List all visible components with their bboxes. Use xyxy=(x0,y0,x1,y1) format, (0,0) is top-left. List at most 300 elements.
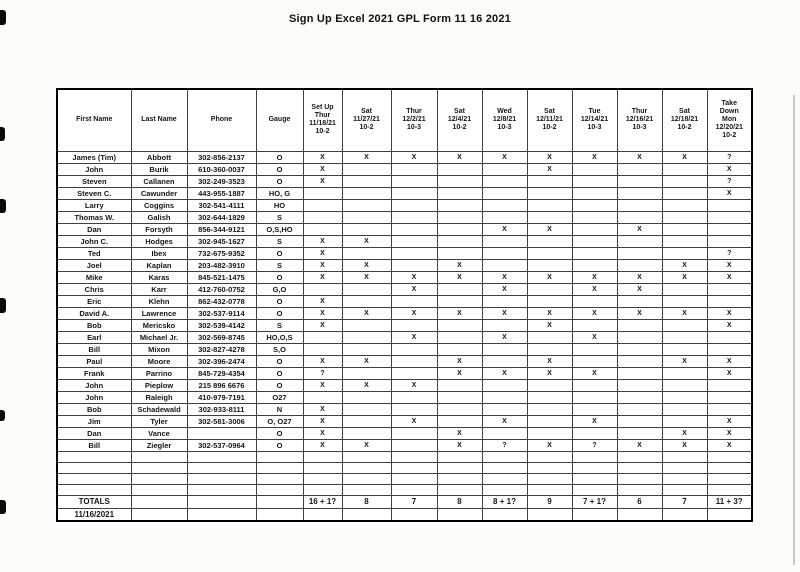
empty-row xyxy=(57,473,752,484)
mark-cell xyxy=(342,367,391,379)
total-cell: 11 + 3? xyxy=(707,495,752,508)
mark-cell xyxy=(482,247,527,259)
table-row xyxy=(57,199,752,211)
phone-cell: 302-569-8745 xyxy=(187,331,256,343)
mark-cell xyxy=(342,175,391,187)
mark-cell: X xyxy=(391,271,437,283)
table-row xyxy=(57,283,752,295)
mark-cell: X xyxy=(707,163,752,175)
mark-cell: X xyxy=(303,151,342,163)
empty-cell xyxy=(437,462,482,473)
header-line: 12/11/21 xyxy=(536,116,563,124)
scan-artifact xyxy=(0,500,6,514)
total-cell: 8 xyxy=(437,495,482,508)
phone-cell: 302-249-3523 xyxy=(187,175,256,187)
empty-cell xyxy=(662,462,707,473)
table-row xyxy=(57,307,752,319)
mark-cell: X xyxy=(303,295,342,307)
last-cell: Raleigh xyxy=(131,391,187,403)
mark-cell: X xyxy=(617,283,662,295)
mark-cell: X xyxy=(303,415,342,427)
gauge-cell: HO xyxy=(256,199,303,211)
mark-cell xyxy=(572,163,617,175)
header-line: 12/20/21 xyxy=(715,124,743,132)
phone-cell: 443-955-1887 xyxy=(187,187,256,199)
header-line: Take xyxy=(721,100,737,108)
mark-cell: X xyxy=(617,439,662,451)
mark-cell xyxy=(482,355,527,367)
col-header-date-9 xyxy=(707,89,752,151)
mark-cell: X xyxy=(662,307,707,319)
mark-cell: X xyxy=(342,259,391,271)
empty-cell xyxy=(482,484,527,495)
last-cell: Kaplan xyxy=(131,259,187,271)
mark-cell: ? xyxy=(707,151,752,163)
header-line: 12/16/21 xyxy=(625,116,654,124)
first-cell: Larry xyxy=(57,199,131,211)
mark-cell xyxy=(437,343,482,355)
col-header-gauge: Gauge xyxy=(256,89,303,151)
empty-cell xyxy=(187,495,256,508)
mark-cell xyxy=(437,295,482,307)
mark-cell xyxy=(707,391,752,403)
col-header-last-name: Last Name xyxy=(131,89,187,151)
phone-cell: 302-537-9114 xyxy=(187,307,256,319)
mark-cell: X xyxy=(303,307,342,319)
mark-cell xyxy=(527,199,572,211)
mark-cell: X xyxy=(572,151,617,163)
mark-cell: ? xyxy=(572,439,617,451)
scan-artifact xyxy=(0,298,6,313)
mark-cell: X xyxy=(437,259,482,271)
mark-cell xyxy=(342,199,391,211)
mark-cell xyxy=(437,391,482,403)
empty-cell xyxy=(662,451,707,462)
empty-cell xyxy=(437,508,482,521)
empty-cell xyxy=(662,484,707,495)
mark-cell xyxy=(482,187,527,199)
mark-cell: X xyxy=(572,367,617,379)
col-header-date-0 xyxy=(303,89,342,151)
page-title: Sign Up Excel 2021 GPL Form 11 16 2021 xyxy=(288,13,511,25)
mark-cell xyxy=(662,247,707,259)
mark-cell: X xyxy=(707,271,752,283)
gauge-cell: S xyxy=(256,235,303,247)
mark-cell xyxy=(391,391,437,403)
mark-cell xyxy=(662,223,707,235)
col-header-date-6 xyxy=(572,89,617,151)
table-row xyxy=(57,379,752,391)
col-header-date-3 xyxy=(437,89,482,151)
mark-cell xyxy=(662,163,707,175)
empty-cell xyxy=(342,484,391,495)
table-row xyxy=(57,319,752,331)
empty-cell xyxy=(187,508,256,521)
mark-cell: X xyxy=(662,271,707,283)
mark-cell: X xyxy=(303,235,342,247)
empty-cell xyxy=(527,508,572,521)
first-cell: Bill xyxy=(57,343,131,355)
empty-cell xyxy=(617,473,662,484)
empty-cell xyxy=(482,451,527,462)
mark-cell: X xyxy=(437,427,482,439)
mark-cell xyxy=(342,331,391,343)
mark-cell xyxy=(437,379,482,391)
empty-cell xyxy=(572,473,617,484)
header-line: 10-2 xyxy=(315,128,330,136)
mark-cell xyxy=(662,415,707,427)
table-row xyxy=(57,211,752,223)
mark-cell xyxy=(707,331,752,343)
total-cell: 7 + 1? xyxy=(572,495,617,508)
col-header-date-7 xyxy=(617,89,662,151)
empty-cell xyxy=(662,508,707,521)
first-cell: Steven C. xyxy=(57,187,131,199)
phone-cell: 862-432-0778 xyxy=(187,295,256,307)
empty-cell xyxy=(391,451,437,462)
gauge-cell: O27 xyxy=(256,391,303,403)
mark-cell xyxy=(527,427,572,439)
total-cell: 7 xyxy=(391,495,437,508)
mark-cell: X xyxy=(527,223,572,235)
first-cell: Chris xyxy=(57,283,131,295)
mark-cell xyxy=(437,319,482,331)
mark-cell: X xyxy=(303,271,342,283)
gauge-cell: O xyxy=(256,271,303,283)
mark-cell xyxy=(707,343,752,355)
mark-cell xyxy=(572,427,617,439)
gauge-cell: O xyxy=(256,367,303,379)
phone-cell: 845-729-4354 xyxy=(187,367,256,379)
header-line: Thur xyxy=(406,108,422,116)
last-cell: Hodges xyxy=(131,235,187,247)
empty-row xyxy=(57,462,752,473)
first-cell: David A. xyxy=(57,307,131,319)
mark-cell: X xyxy=(662,427,707,439)
mark-cell xyxy=(342,247,391,259)
mark-cell: X xyxy=(707,187,752,199)
last-cell: Mixon xyxy=(131,343,187,355)
last-cell: Burik xyxy=(131,163,187,175)
empty-cell xyxy=(131,451,187,462)
mark-cell: X xyxy=(572,331,617,343)
mark-cell xyxy=(527,259,572,271)
empty-cell xyxy=(707,451,752,462)
phone-cell: 302-581-3006 xyxy=(187,415,256,427)
empty-cell xyxy=(303,473,342,484)
mark-cell xyxy=(391,211,437,223)
empty-cell xyxy=(527,484,572,495)
empty-cell xyxy=(482,508,527,521)
mark-cell xyxy=(707,295,752,307)
empty-cell xyxy=(187,451,256,462)
mark-cell xyxy=(342,187,391,199)
mark-cell xyxy=(342,319,391,331)
phone-cell: 215 896 6676 xyxy=(187,379,256,391)
mark-cell xyxy=(617,247,662,259)
mark-cell: X xyxy=(342,235,391,247)
mark-cell xyxy=(617,319,662,331)
last-cell: Mericsko xyxy=(131,319,187,331)
empty-cell xyxy=(256,473,303,484)
mark-cell: X xyxy=(707,415,752,427)
mark-cell xyxy=(437,211,482,223)
mark-cell: X xyxy=(617,223,662,235)
empty-cell xyxy=(303,484,342,495)
empty-row xyxy=(57,484,752,495)
first-cell: Eric xyxy=(57,295,131,307)
mark-cell xyxy=(391,223,437,235)
empty-cell xyxy=(707,484,752,495)
mark-cell xyxy=(707,379,752,391)
mark-cell: X xyxy=(437,151,482,163)
first-cell: Bob xyxy=(57,403,131,415)
last-cell: Cawunder xyxy=(131,187,187,199)
header-line: Sat xyxy=(544,108,555,116)
first-cell: John xyxy=(57,391,131,403)
table-row xyxy=(57,247,752,259)
mark-cell xyxy=(572,403,617,415)
table-row xyxy=(57,175,752,187)
mark-cell xyxy=(527,331,572,343)
mark-cell xyxy=(662,379,707,391)
scan-artifact xyxy=(0,127,5,141)
mark-cell xyxy=(437,247,482,259)
gauge-cell: S xyxy=(256,211,303,223)
mark-cell xyxy=(527,415,572,427)
mark-cell: X xyxy=(391,307,437,319)
mark-cell xyxy=(482,175,527,187)
mark-cell xyxy=(662,199,707,211)
first-cell: Bob xyxy=(57,319,131,331)
mark-cell xyxy=(572,379,617,391)
empty-cell xyxy=(391,508,437,521)
empty-cell xyxy=(131,495,187,508)
mark-cell xyxy=(572,259,617,271)
mark-cell: X xyxy=(303,247,342,259)
mark-cell: X xyxy=(527,319,572,331)
empty-cell xyxy=(342,508,391,521)
header-line: 10-2 xyxy=(722,132,737,140)
mark-cell xyxy=(342,211,391,223)
mark-cell: ? xyxy=(482,439,527,451)
mark-cell: X xyxy=(437,367,482,379)
empty-cell xyxy=(707,462,752,473)
mark-cell: X xyxy=(391,415,437,427)
total-cell: 16 + 1? xyxy=(303,495,342,508)
mark-cell xyxy=(482,199,527,211)
table-row xyxy=(57,343,752,355)
mark-cell xyxy=(527,175,572,187)
last-cell: Abbott xyxy=(131,151,187,163)
mark-cell: ? xyxy=(303,367,342,379)
empty-cell xyxy=(303,508,342,521)
empty-cell xyxy=(57,462,131,473)
mark-cell xyxy=(527,295,572,307)
header-line: Mon xyxy=(722,116,737,124)
mark-cell xyxy=(303,391,342,403)
mark-cell xyxy=(617,427,662,439)
table-row xyxy=(57,295,752,307)
mark-cell xyxy=(391,175,437,187)
total-cell: 7 xyxy=(662,495,707,508)
table-row xyxy=(57,427,752,439)
empty-cell xyxy=(303,462,342,473)
header-line: 12/8/21 xyxy=(492,116,517,124)
mark-cell xyxy=(707,199,752,211)
mark-cell xyxy=(342,283,391,295)
header-line: Sat xyxy=(454,108,465,116)
header-line: Thur xyxy=(631,108,648,116)
mark-cell xyxy=(617,163,662,175)
header-line: 10-2 xyxy=(359,124,374,132)
last-cell: Ibex xyxy=(131,247,187,259)
gauge-cell: O, O27 xyxy=(256,415,303,427)
mark-cell xyxy=(303,223,342,235)
total-cell: 9 xyxy=(527,495,572,508)
empty-cell xyxy=(482,473,527,484)
phone-cell: 610-360-0037 xyxy=(187,163,256,175)
mark-cell: X xyxy=(303,403,342,415)
table-row xyxy=(57,439,752,451)
table-row xyxy=(57,355,752,367)
mark-cell: X xyxy=(303,439,342,451)
mark-cell xyxy=(527,187,572,199)
mark-cell xyxy=(707,403,752,415)
first-cell: Bill xyxy=(57,439,131,451)
mark-cell xyxy=(437,223,482,235)
phone-cell xyxy=(187,427,256,439)
first-cell: Dan xyxy=(57,427,131,439)
empty-cell xyxy=(572,451,617,462)
mark-cell xyxy=(662,283,707,295)
mark-cell xyxy=(662,319,707,331)
mark-cell xyxy=(437,163,482,175)
mark-cell xyxy=(617,391,662,403)
last-cell: Parrino xyxy=(131,367,187,379)
mark-cell xyxy=(391,295,437,307)
empty-cell xyxy=(527,473,572,484)
mark-cell xyxy=(617,295,662,307)
phone-cell: 410-979-7191 xyxy=(187,391,256,403)
phone-cell: 203-482-3910 xyxy=(187,259,256,271)
mark-cell xyxy=(617,331,662,343)
first-cell: James (Tim) xyxy=(57,151,131,163)
phone-cell: 732-675-9352 xyxy=(187,247,256,259)
empty-cell xyxy=(391,484,437,495)
first-cell: Frank xyxy=(57,367,131,379)
mark-cell xyxy=(303,283,342,295)
mark-cell: X xyxy=(342,355,391,367)
signup-table xyxy=(56,88,753,522)
empty-cell xyxy=(617,508,662,521)
header-line: Sat xyxy=(679,108,690,116)
first-cell: Earl xyxy=(57,331,131,343)
first-cell: Paul xyxy=(57,355,131,367)
mark-cell: X xyxy=(303,355,342,367)
mark-cell xyxy=(391,259,437,271)
mark-cell xyxy=(572,235,617,247)
mark-cell xyxy=(617,187,662,199)
mark-cell: X xyxy=(482,271,527,283)
empty-cell xyxy=(437,473,482,484)
last-cell: Lawrence xyxy=(131,307,187,319)
mark-cell xyxy=(303,211,342,223)
mark-cell xyxy=(391,427,437,439)
mark-cell xyxy=(617,355,662,367)
phone-cell: 302-933-8111 xyxy=(187,403,256,415)
mark-cell xyxy=(617,367,662,379)
empty-cell xyxy=(256,462,303,473)
mark-cell: X xyxy=(707,367,752,379)
mark-cell: X xyxy=(707,439,752,451)
gauge-cell: O xyxy=(256,175,303,187)
gauge-cell: O xyxy=(256,295,303,307)
empty-cell xyxy=(187,462,256,473)
gauge-cell: O xyxy=(256,247,303,259)
header-line: 12/18/21 xyxy=(670,116,699,124)
empty-cell xyxy=(437,484,482,495)
mark-cell xyxy=(572,295,617,307)
last-cell: Moore xyxy=(131,355,187,367)
mark-cell xyxy=(707,223,752,235)
mark-cell xyxy=(662,403,707,415)
first-cell: John xyxy=(57,163,131,175)
mark-cell xyxy=(527,211,572,223)
mark-cell: X xyxy=(342,271,391,283)
mark-cell: X xyxy=(707,427,752,439)
first-cell: Steven xyxy=(57,175,131,187)
gauge-cell: G,O xyxy=(256,283,303,295)
gauge-cell: O xyxy=(256,355,303,367)
empty-cell xyxy=(482,462,527,473)
scan-artifact xyxy=(0,10,6,25)
mark-cell xyxy=(391,235,437,247)
mark-cell xyxy=(342,391,391,403)
first-cell: John C. xyxy=(57,235,131,247)
first-cell: John xyxy=(57,379,131,391)
mark-cell xyxy=(662,343,707,355)
first-cell: Joel xyxy=(57,259,131,271)
mark-cell xyxy=(617,415,662,427)
mark-cell xyxy=(437,235,482,247)
mark-cell: X xyxy=(617,307,662,319)
mark-cell xyxy=(482,403,527,415)
mark-cell: X xyxy=(527,163,572,175)
mark-cell xyxy=(342,343,391,355)
last-cell: Pieplow xyxy=(131,379,187,391)
gauge-cell: O,S,HO xyxy=(256,223,303,235)
mark-cell xyxy=(437,187,482,199)
mark-cell xyxy=(482,427,527,439)
empty-cell xyxy=(707,508,752,521)
gauge-cell: O xyxy=(256,427,303,439)
empty-cell xyxy=(131,473,187,484)
mark-cell xyxy=(342,415,391,427)
empty-cell xyxy=(527,451,572,462)
mark-cell xyxy=(572,343,617,355)
mark-cell xyxy=(437,331,482,343)
col-header-date-4 xyxy=(482,89,527,151)
last-cell: Karr xyxy=(131,283,187,295)
empty-cell xyxy=(256,451,303,462)
mark-cell xyxy=(572,187,617,199)
mark-cell: X xyxy=(482,367,527,379)
col-header-date-1 xyxy=(342,89,391,151)
mark-cell xyxy=(482,379,527,391)
mark-cell: X xyxy=(342,439,391,451)
mark-cell: X xyxy=(342,307,391,319)
